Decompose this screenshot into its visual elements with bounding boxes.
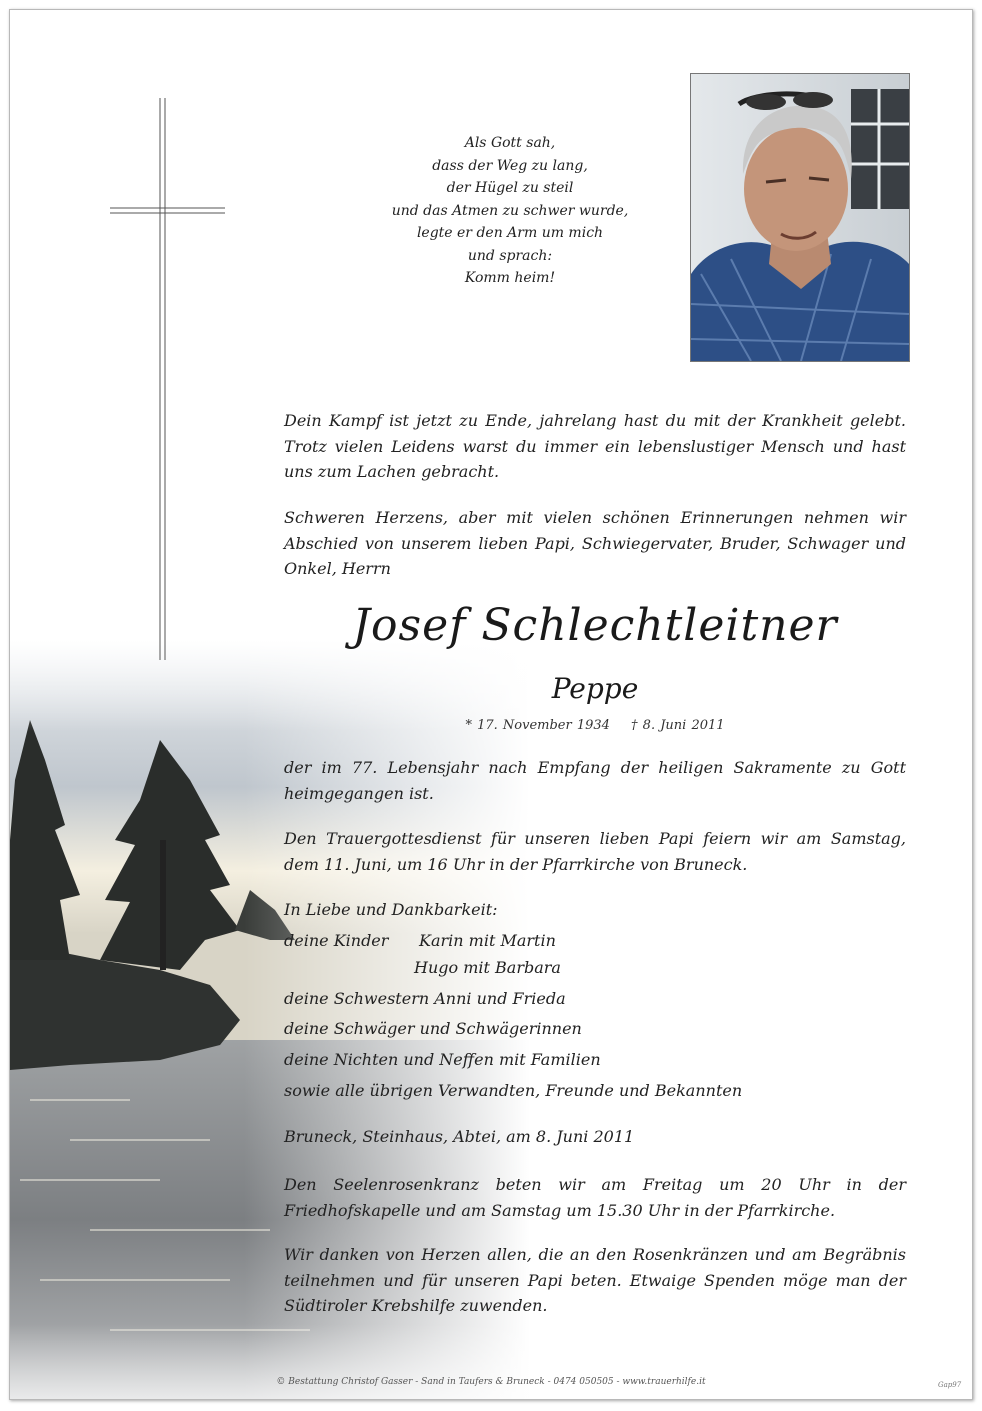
poem-line: und das Atmen zu schwer wurde, [391, 202, 629, 219]
poem-line: und sprach: [467, 247, 553, 264]
mourners-sisters: deine Schwestern Anni und Frieda [284, 989, 566, 1008]
farewell-paragraph: Schweren Herzens, aber mit vielen schönen Erinnerungen nehmen wir Abschied von unserem lieben Papi, Schwiegervater, Bruder, Schwager und Onkel, Herrn [284, 508, 906, 578]
service-paragraph: Den Trauergottesdienst für unseren lieben Papi feiern wir am Samstag, dem 11. Juni, um 16 Uhr in der Pfarrkirche von Bruneck. [284, 829, 906, 874]
person-photo-icon [691, 74, 909, 361]
death-date: † 8. Juni 2011 [631, 718, 725, 733]
poem-line: der Hügel zu steil [446, 180, 574, 196]
poem-line: legte er den Arm um mich [416, 225, 604, 241]
age-paragraph: der im 77. Lebensjahr nach Empfang der heiligen Sakramente zu Gott heimgegangen ist. [284, 758, 906, 803]
deceased-nickname: Peppe [551, 672, 639, 705]
life-dates [284, 718, 906, 733]
children-line-2: Hugo mit Barbara [414, 958, 561, 977]
rosary-paragraph: Den Seelenrosenkranz beten wir am Freitag um 20 Uhr in der Friedhofskapelle und am Samstag um 15.30 Uhr in der Pfarrkirche. [284, 1175, 906, 1220]
poem-line: Als Gott sah, [464, 135, 556, 151]
deceased-name: Josef Schlechtleitner [352, 600, 838, 651]
birth-date: * 17. November 1934 [465, 718, 610, 733]
poem-line: Komm heim! [464, 270, 556, 286]
children-line-1: Karin mit Martin [419, 931, 556, 950]
footer-credit: © Bestattung Christof Gasser - Sand in Taufers & Bruneck - 0474 050505 - www.trauerhilfe.it [276, 1377, 706, 1387]
mourners-inlaws: deine Schwäger und Schwägerinnen [284, 1019, 582, 1038]
template-code: Gap97 [938, 1381, 962, 1389]
mourners-others: sowie alle übrigen Verwandten, Freunde und Bekannten [284, 1081, 743, 1100]
obituary-card [9, 9, 973, 1400]
thanks-paragraph: Wir danken von Herzen allen, die an den Rosenkränzen und am Begräbnis teilnehmen und für unseren Papi beten. Etwaige Spenden möge man der Südtiroler Krebshilfe zuwenden. [284, 1245, 906, 1315]
children-label: deine Kinder [284, 931, 389, 950]
place-date: Bruneck, Steinhaus, Abtei, am 8. Juni 2011 [284, 1127, 635, 1146]
mourners-nieces: deine Nichten und Neffen mit Familien [284, 1050, 601, 1069]
poem [350, 132, 670, 290]
poem-line: dass der Weg zu lang, [432, 157, 588, 174]
intro-paragraph: Dein Kampf ist jetzt zu Ende, jahrelang hast du mit der Krankheit gelebt. Trotz vielen Leidens warst du immer ein lebenslustiger Mensch und hast uns zum Lachen gebracht. [284, 411, 906, 481]
mourners-heading: In Liebe und Dankbarkeit: [284, 900, 498, 919]
portrait-photo [690, 73, 910, 362]
cross-icon [105, 95, 235, 665]
